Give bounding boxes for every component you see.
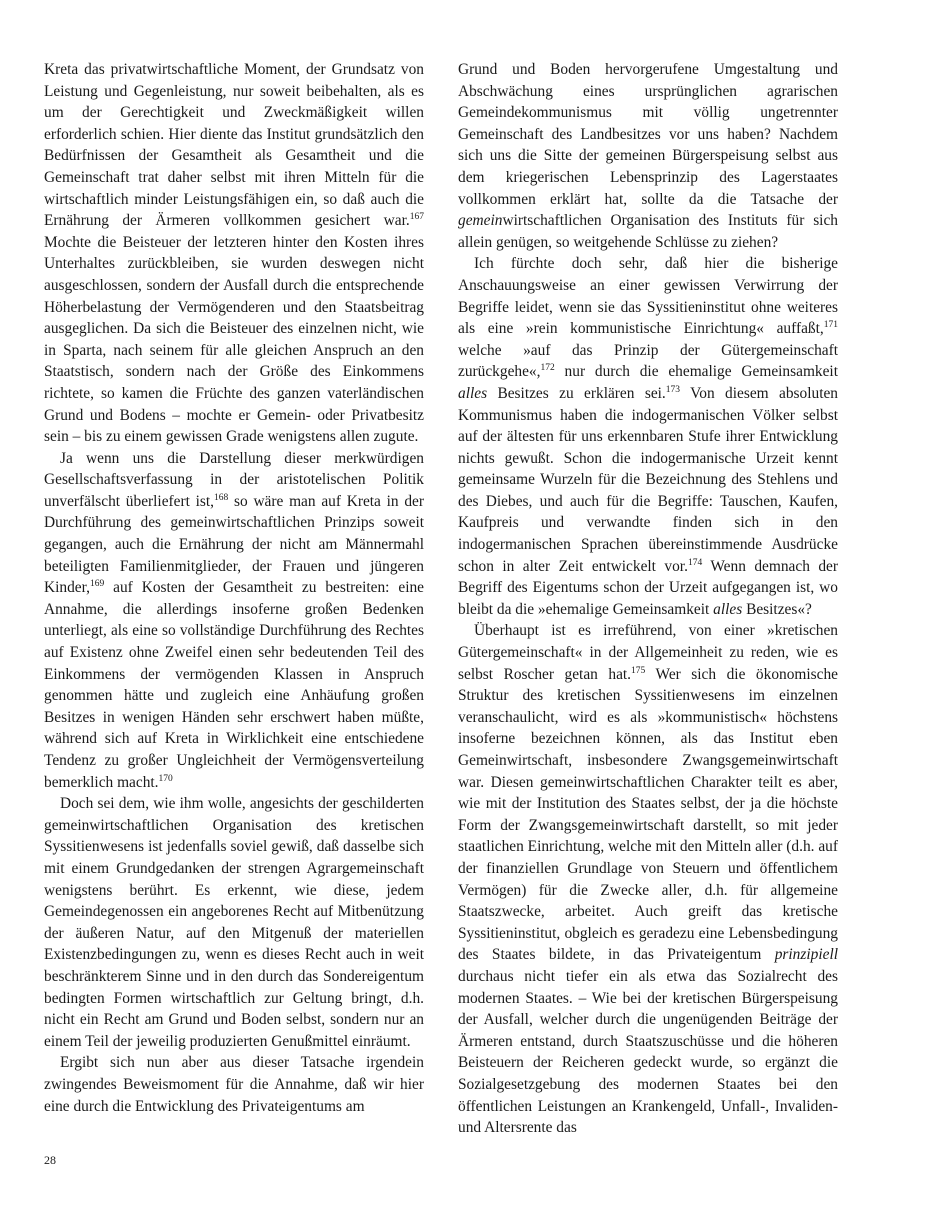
emphasis: alles <box>458 384 488 402</box>
footnote-ref: 175 <box>631 665 646 676</box>
footnote-ref: 172 <box>540 363 555 374</box>
footnote-ref: 171 <box>823 320 838 331</box>
emphasis: gemein <box>458 212 503 230</box>
paragraph-text: Besitzes«? <box>742 600 812 618</box>
emphasis: prinzipiell <box>774 946 838 964</box>
paragraph-text: Besitzes zu erklären sei. <box>487 384 666 402</box>
page-number: 28 <box>44 1153 56 1167</box>
paragraph <box>458 59 838 253</box>
paragraph-text: so wäre man auf Kreta in der Durchführung des gemeinwirtschaftlichen Prinzips soweit gegangen, auch die Ernährung der nicht am Männermahl beteiligten Familienmitglieder, der Frauen und jüngeren Kinder, <box>44 492 424 597</box>
paragraph-text: nur durch die ehemalige Gemeinsamkeit <box>554 363 838 381</box>
paragraph <box>44 1052 424 1117</box>
paragraph-text: Kreta das privatwirtschaftliche Moment, der Grundsatz von Leistung und Gegenleistung, nur soweit beibehalten, als es um der Gerechtigkeit und Zweckmäßigkeit willen erforderlich schien. Hier diente das Institut grundsätzlich den Bedürfnissen der Gesamtheit als Gesamtheit und die Gemeinschaft trat daher selbst mit ihren Mitteln für die wirtschaftlich minder Leistungsfähigen ein, so daß auch die Ernährung der Ärmeren vollkommen gesichert war. <box>44 61 424 230</box>
paragraph-text: welche »auf das Prinzip der Gütergemeinschaft zurückgehe«, <box>458 341 838 381</box>
paragraph <box>44 448 424 794</box>
paragraph-text: Ich fürchte doch sehr, daß hier die bisherige Anschauungsweise an einer gewissen Verwirrung der Begriffe leidet, wenn sie das Syssitieninstitut ohne weiteres als eine »rein kommunistische Einrichtung« auffaßt, <box>458 255 838 338</box>
paragraph-text: wirtschaftlichen Organisation des Instituts für sich allein genügen, so weitgehende Schlüsse zu ziehen? <box>458 212 838 251</box>
footnote-ref: 168 <box>214 492 229 503</box>
paragraph-text: Ja wenn uns die Darstellung dieser merkwürdigen Gesellschaftsverfassung in der aristotelischen Politik unverfälscht überliefert ist, <box>44 449 424 510</box>
right-column <box>458 59 838 1139</box>
paragraph-text: Wenn demnach der Begriff des Eigentums schon der Urzeit aufgegangen ist, wo bleibt da die »ehemalige Gemeinsamkeit <box>458 557 839 618</box>
paragraph <box>458 620 838 1138</box>
paragraph-text: Doch sei dem, wie ihm wolle, angesichts der geschilderten gemeinwirtschaftlichen Organisation des kretischen Syssitienwesens ist jedenfalls soviel gewiß, daß dasselbe sich mit einem Grundgedanken der strengen Agrargemeinschaft wenigstens berührt. Es erkennt, wie diese, jedem Gemeindegenossen ein angeborenes Recht auf Mitbenützung der äußeren Natur, auf den Mitgenuß der materiellen Existenzbedingungen zu, wenn es dieses Recht auch in weit beschränkterem Sinne und in den durch das Sondereigentum bedingten Formen wirtschaftlich zur Geltung bringt, d.h. nicht ein Recht am Grund und Boden selbst, sondern nur an einem Teil der jeweilig produzierten Genußmittel einräumt. <box>44 795 424 1050</box>
footnote-ref: 170 <box>158 773 173 784</box>
footnote-ref: 173 <box>665 384 681 395</box>
left-column <box>44 59 424 1117</box>
footnote-ref: 167 <box>409 212 424 223</box>
paragraph <box>458 253 838 620</box>
paragraph-text: Ergibt sich nun aber aus dieser Tatsache irgendein zwingendes Beweismoment für die Annahme, daß wir hier eine durch die Entwicklung des Privateigentums am <box>44 1054 424 1115</box>
paragraph-text: Überhaupt ist es irreführend, von einer »kretischen Gütergemeinschaft« in der Allgemeinheit zu reden, wie es selbst Roscher getan hat. <box>458 622 838 683</box>
emphasis: alles <box>713 600 743 618</box>
paragraph-text: durchaus nicht tiefer ein als etwa das Sozialrecht des modernen Staates. – Wie bei der kretischen Bürgerspeisung der Ausfall, welcher durch die ungenügenden Beiträge der Ärmeren entstand, durch Staatszuschüsse und die höheren Beisteuern der Reicheren gedeckt wurde, so ergänzt die Sozialgesetzgebung des modernen Staates bei den öffentlichen Leistungen an Krankengeld, Unfall-, Invaliden- und Altersrente das <box>458 967 838 1137</box>
footnote-ref: 169 <box>89 579 105 590</box>
paragraph <box>44 59 424 448</box>
footnote-ref: 174 <box>687 557 703 568</box>
paragraph-text: Mochte die Beisteuer der letzteren hinter den Kosten ihres Unterhaltes zurückbleiben, sie wurden deswegen nicht ausgeschlossen, sondern der Ausfall durch die entsprechende Höherbelastung der Vermögenderen und den Staatsbeitrag ausgeglichen. Da sich die Beisteuer des einzelnen nicht, wie in Sparta, nach seinem für alle gleichen Anspruch an den Staatstisch, sondern nach der Größe des Einkommens richtete, so kamen die Früchte des ganzen vaterländischen Grund und Bodens – mochte er Gemein- oder Privatbesitz sein – bis zu einem gewissen Grade wenigstens allen zugute. <box>44 233 424 446</box>
paragraph-text: Wer sich die ökonomische Struktur des kretischen Syssitienwesens im einzelnen veranschaulicht, wird es als »kommunistisch« höchstens insoferne bezeichnen können, als das Institut eben Gemeinwirtschaft, insbesondere Zwangsgemeinwirtschaft war. Diesen gemeinwirtschaftlichen Charakter teilt es aber, wie mit der Institution des Staates selbst, der ja die höchste Form der Zwangsgemeinwirtschaft darstellt, so mit jeder staatlichen Einrichtung, welche mit den Mitteln aller (d.h. auf der finanziellen Grundlage von Steuern und öffentlichem Vermögen) für die Zwecke aller, d.h. für allgemeine Staatszwecke, arbeitet. Auch greift das kretische Syssitieninstitut, obgleich es geradezu eine Lebensbedingung des Staates bildete, in das Privateigentum <box>458 665 838 964</box>
paragraph <box>44 793 424 1052</box>
paragraph-text: auf Kosten der Gesamtheit zu bestreiten: eine Annahme, die allerdings insoferne großen Bedenken unterliegt, als eine so vollständige Durchführung des Rechtes auf Existenz ohne Zweifel einen sehr bedeutenden Teil des Einkommens der vermögenden Klassen in Anspruch genommen hätte und zugleich eine Anhäufung großen Besitzes in wenigen Händen sehr erschwert haben müßte, während sich auf Kreta in Wirklichkeit eine entschiedene Tendenz zu großer Ungleichheit der Vermögensverteilung bemerklich macht. <box>44 579 424 791</box>
paragraph-text: Grund und Boden hervorgerufene Umgestaltung und Abschwächung eines ursprünglichen agrarischen Gemeindekommunismus mit völlig ungetrennter Gemeinschaft des Landbesitzes vor uns haben? Nachdem sich uns die Sitte der gemeinen Bürgerspeisung selbst aus dem kriegerischen Lebensprinzip des Lagerstaates vollkommen erklärt hat, sollte da die Tatsache der <box>458 61 838 208</box>
paragraph-text: Von diesem absoluten Kommunismus haben die indogermanischen Völker selbst auf der ältesten für uns erkennbaren Stufe ihrer Entwicklung nichts gewußt. Schon die indogermanische Urzeit kennt gemeinsame Wurzeln für die Bezeichnung des Stehlens und des Diebes, und auch für die Begriffe: Tauschen, Kaufen, Kaufpreis und verwandte finden sich in den indogermanischen Sprachen übereinstimmende Ausdrücke schon in alter Zeit entwickelt vor. <box>458 384 838 575</box>
